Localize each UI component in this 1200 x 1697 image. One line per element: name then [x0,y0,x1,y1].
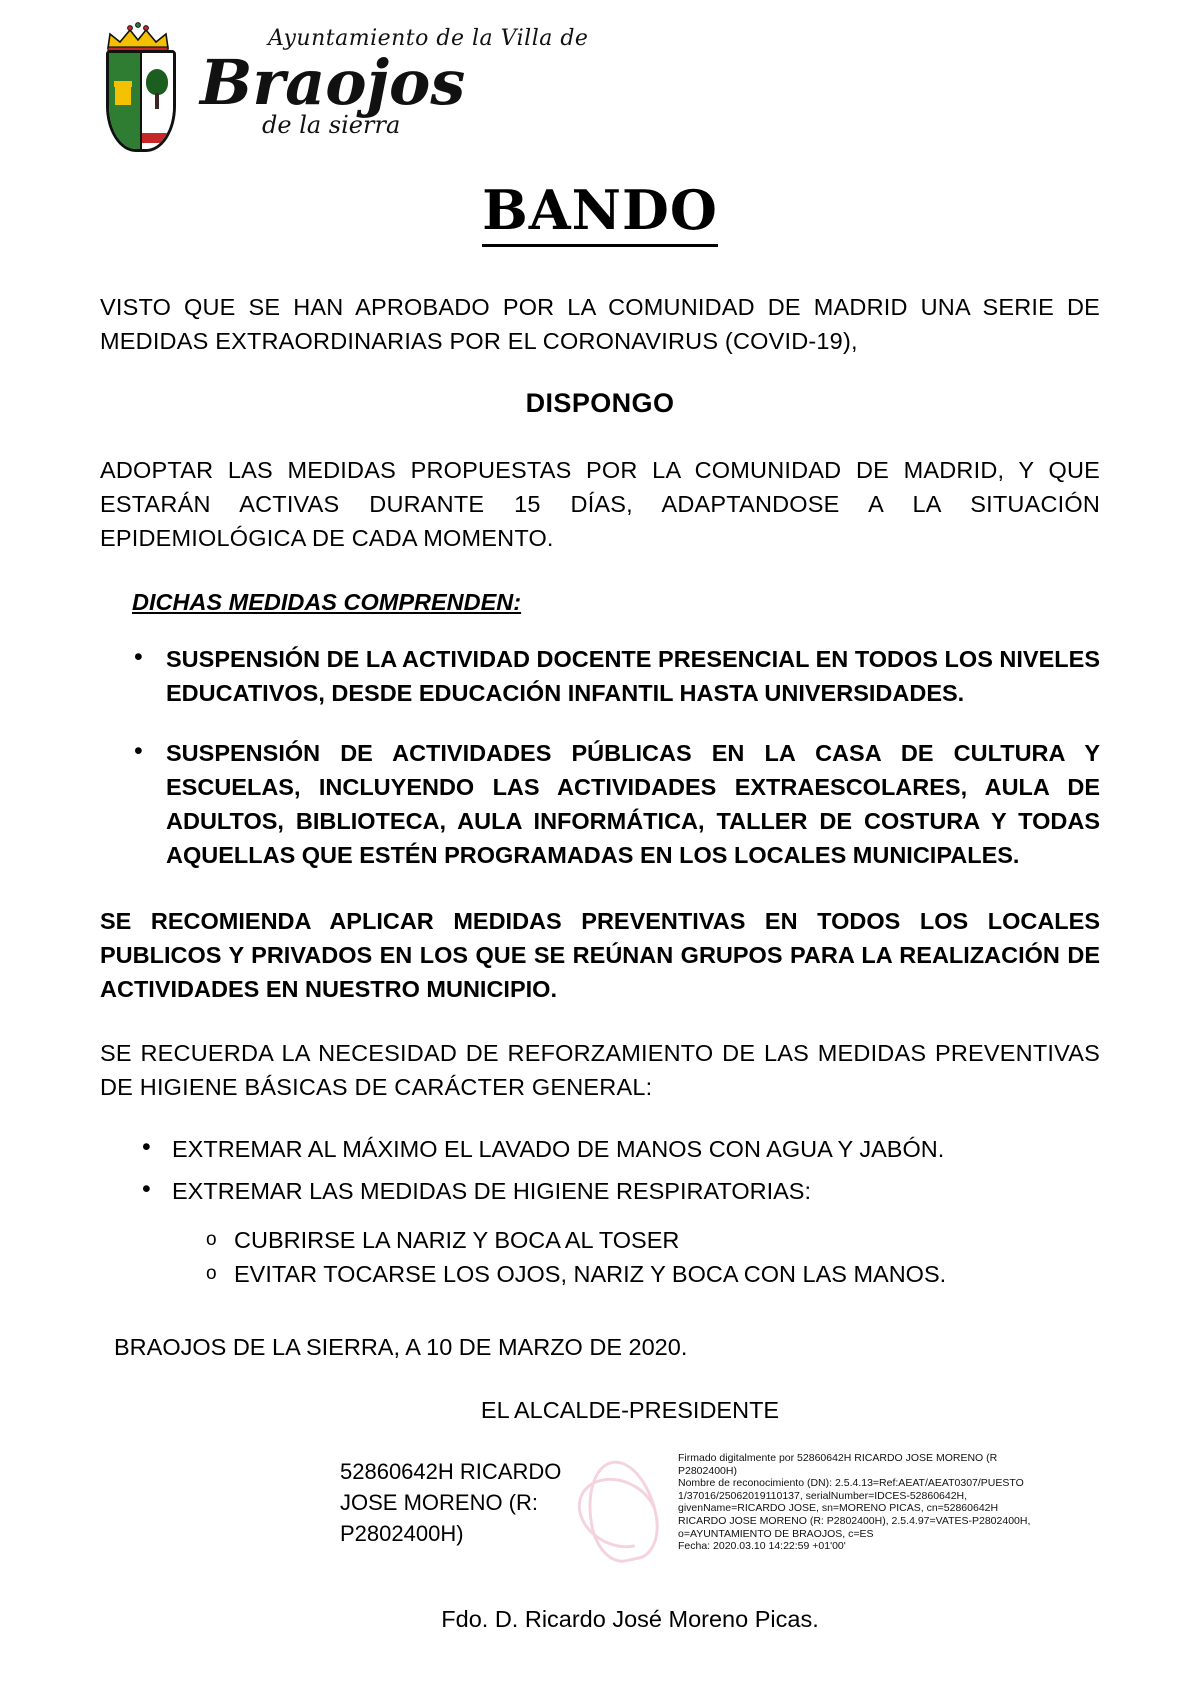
wordmark-line-main: Braojos [200,46,466,119]
recomienda-paragraph: SE RECOMIENDA APLICAR MEDIDAS PREVENTIVAS EN TODOS LOS LOCALES PUBLICOS Y PRIVADOS EN LOS QUE SE REÚNAN GRUPOS PARA LA REALIZACIÓN DE ACTIVIDADES EN NUESTRO MUNICIPIO. [100,908,1100,1002]
list-item: o EVITAR TOCARSE LOS OJOS, NARIZ Y BOCA CON LAS MANOS. [100,1258,1100,1290]
higiene-list [100,1132,1100,1208]
list-item: • SUSPENSIÓN DE LA ACTIVIDAD DOCENTE PRESENCIAL EN TODOS LOS NIVELES EDUCATIVOS, DESDE EDUCACIÓN INFANTIL HASTA UNIVERSIDADES. [100,642,1100,710]
signature-metadata-line: o=AYUNTAMIENTO DE BRAOJOS, c=ES [678,1527,874,1540]
medidas-list [100,642,1100,872]
coat-of-arms-icon [100,22,176,150]
signature-metadata-line: Fecha: 2020.03.10 14:22:59 +01'00' [678,1540,846,1553]
tower-charge-icon [115,87,131,105]
signature-metadata-line: givenName=RICARDO JOSE, sn=MORENO PICAS, cn=52860642H [678,1502,999,1515]
place-and-date: BRAOJOS DE LA SIERRA, A 10 DE MARZO DE 2020. [114,1334,688,1360]
list-item: • EXTREMAR LAS MEDIDAS DE HIGIENE RESPIRATORIAS: [100,1174,1100,1208]
intro-paragraph: VISTO QUE SE HAN APROBADO POR LA COMUNIDAD DE MADRID UNA SERIE DE MEDIDAS EXTRAORDINARIAS POR EL CORONAVIRUS (COVID-19), [100,294,1100,354]
signature-metadata [678,1452,1068,1553]
adoptar-paragraph: ADOPTAR LAS MEDIDAS PROPUESTAS POR LA COMUNIDAD DE MADRID, Y QUE ESTARÁN ACTIVAS DURANTE 15 DÍAS, ADAPTANDOSE A LA SITUACIÓN EPIDEMIOLÓGICA DE CADA MOMENTO. [100,457,1100,551]
digital-signature-block [100,1450,1100,1600]
signature-metadata-line: Nombre de reconocimiento (DN): 2.5.4.13=Ref:AEAT/AEAT0307/PUESTO [678,1477,1024,1490]
signature-metadata-line: Firmado digitalmente por 52860642H RICARDO JOSE MORENO (R [678,1452,998,1464]
dispongo-heading: DISPONGO [525,388,675,418]
certificate-holder-name: 52860642H RICARDO JOSE MORENO (R: P2802400H) [340,1459,562,1546]
shield-right-field [142,53,173,149]
letterhead [100,22,1100,172]
signature-metadata-line: P2802400H) [678,1464,737,1477]
medidas-heading: DICHAS MEDIDAS COMPRENDEN: [132,589,522,615]
page-title-text: BANDO [482,178,718,247]
signer-role: EL ALCALDE-PRESIDENTE [480,1397,780,1423]
red-bar-charge [142,133,173,143]
crown-icon [104,22,172,52]
list-item: o CUBRIRSE LA NARIZ Y BOCA AL TOSER [100,1224,1100,1256]
tree-trunk-icon [155,93,159,109]
municipality-wordmark [190,22,1100,139]
shield-left-field [109,53,142,149]
wordmark-line-bottom: de la sierra [262,111,401,139]
recuerda-paragraph: SE RECUERDA LA NECESIDAD DE REFORZAMIENTO DE LAS MEDIDAS PREVENTIVAS DE HIGIENE BÁSICAS DE CARÁCTER GENERAL: [100,1040,1100,1100]
signed-by-line: Fdo. D. Ricardo José Moreno Picas. [441,1606,819,1632]
signature-metadata-line: 1/37016/25062019110137, serialNumber=IDCES-52860642H, [678,1489,968,1502]
higiene-sublist [100,1224,1100,1290]
page-title [100,178,1100,242]
list-item: • EXTREMAR AL MÁXIMO EL LAVADO DE MANOS CON AGUA Y JABÓN. [100,1132,1100,1166]
wordmark-line-top: Ayuntamiento de la Villa de [268,26,589,51]
signature-metadata-line: RICARDO JOSE MORENO (R: P2802400H), 2.5.4.97=VATES-P2802400H, [678,1514,1031,1527]
list-item: • SUSPENSIÓN DE ACTIVIDADES PÚBLICAS EN LA CASA DE CULTURA Y ESCUELAS, INCLUYENDO LAS ACTIVIDADES EXTRAESCOLARES, AULA DE ADULTOS, BIBLIOTECA, AULA INFORMÁTICA, TALLER DE COSTURA Y TODAS AQUELLAS QUE ESTÉN PROGRAMADAS EN LOS LOCALES MUNICIPALES. [100,736,1100,872]
shield-icon [106,50,176,152]
tree-charge-icon [146,69,168,95]
signature-flourish-icon [570,1450,675,1570]
